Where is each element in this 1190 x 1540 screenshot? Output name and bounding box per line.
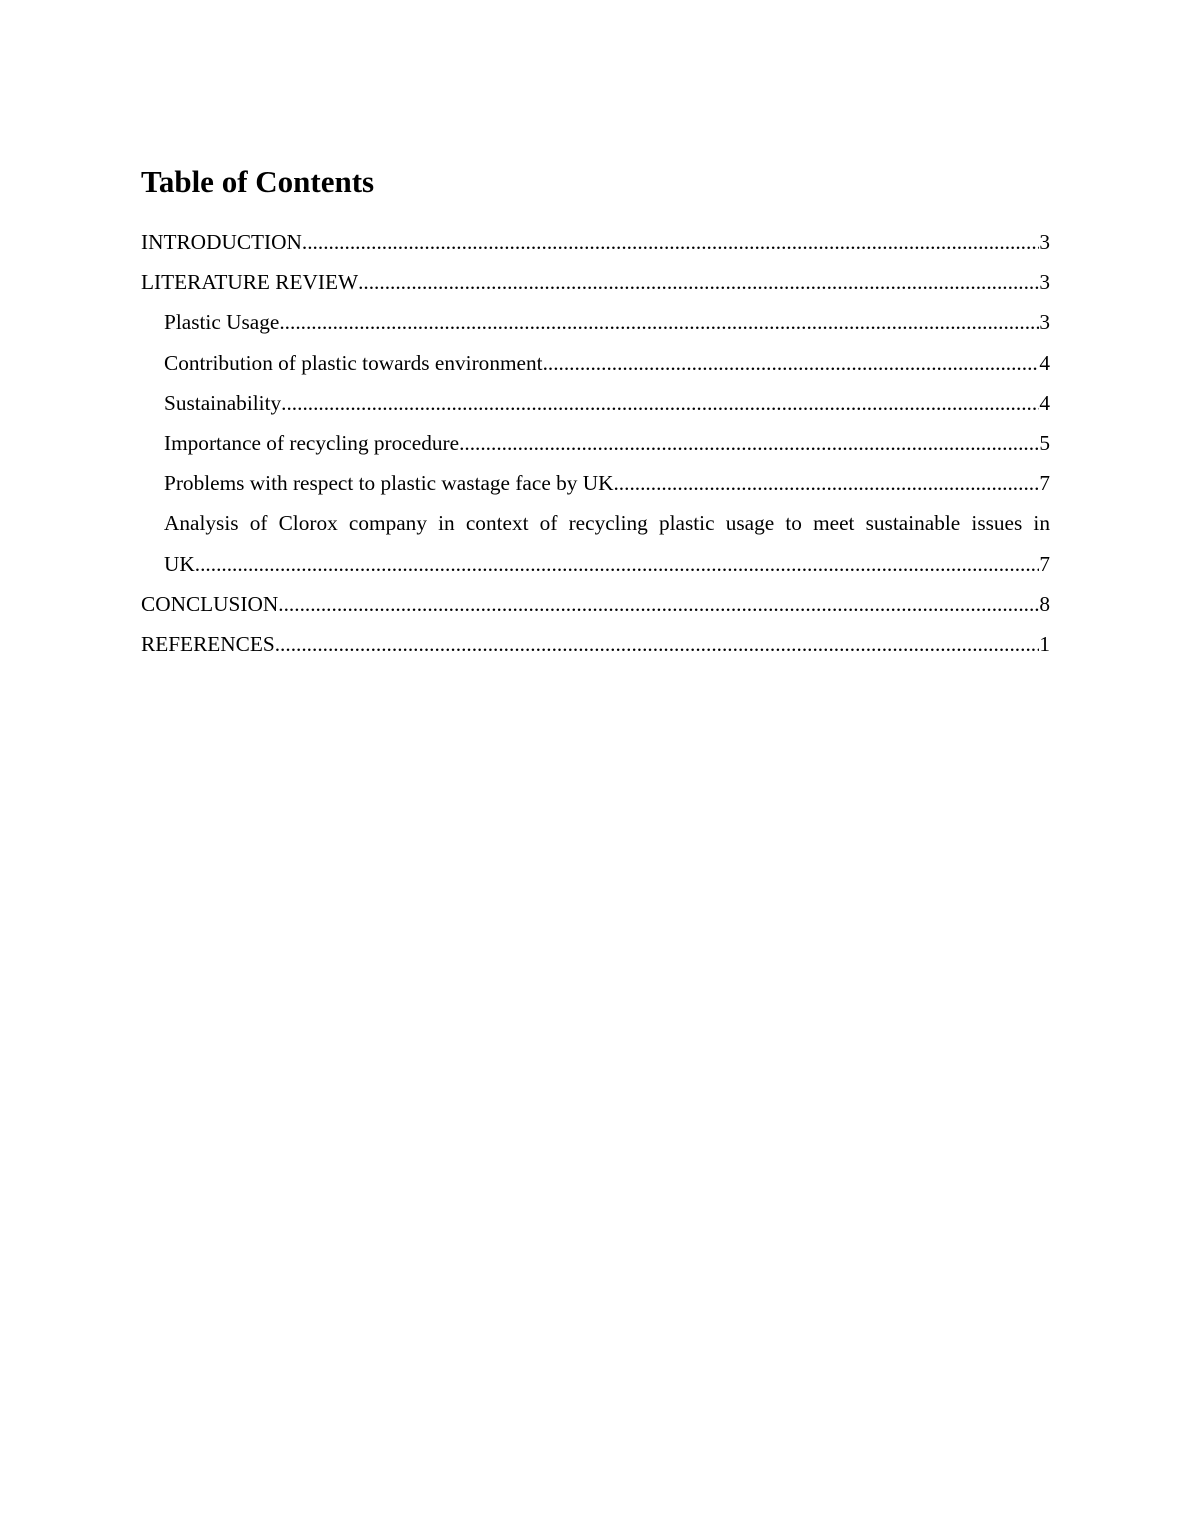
toc-entry-introduction[interactable] xyxy=(141,222,1050,262)
toc-dot-leader xyxy=(281,383,1039,423)
toc-page-number: 1 xyxy=(1039,632,1050,657)
toc-dot-leader xyxy=(278,584,1039,624)
toc-entry-label: Sustainability xyxy=(164,390,282,415)
toc-entry-label: Contribution of plastic towards environment xyxy=(164,350,543,375)
toc-entry-label: CONCLUSION xyxy=(141,591,279,616)
toc-page-number: 7 xyxy=(1039,551,1050,576)
toc-page-number: 3 xyxy=(1039,270,1050,295)
toc-dot-leader xyxy=(275,624,1040,664)
toc-dot-leader xyxy=(195,544,1040,584)
toc-entry-sustainability[interactable] xyxy=(141,383,1050,423)
toc-entry-label: LITERATURE REVIEW xyxy=(141,270,359,295)
toc-entry-label: REFERENCES xyxy=(141,632,275,657)
toc-dot-leader xyxy=(459,423,1039,463)
toc-page-number: 5 xyxy=(1039,431,1050,456)
toc-dot-leader xyxy=(302,222,1039,262)
toc-entry-contribution[interactable] xyxy=(141,343,1050,383)
toc-entry-plastic-usage[interactable] xyxy=(141,302,1050,342)
toc-page-number: 8 xyxy=(1039,591,1050,616)
toc-entry-conclusion[interactable] xyxy=(141,584,1050,624)
toc-dot-leader xyxy=(613,463,1039,503)
toc-entry-recycling-procedure[interactable] xyxy=(141,423,1050,463)
toc-page-number: 7 xyxy=(1039,471,1050,496)
toc-entry-label: Plastic Usage xyxy=(164,310,280,335)
document-page xyxy=(141,160,1050,664)
toc-dot-leader xyxy=(279,302,1039,342)
toc-entry-clorox-analysis[interactable] xyxy=(141,503,1050,583)
toc-page-number: 4 xyxy=(1039,350,1050,375)
toc-entry-label: Problems with respect to plastic wastage face by UK xyxy=(164,471,614,496)
toc-title: Table of Contents xyxy=(141,164,375,199)
toc-page-number: 4 xyxy=(1039,390,1050,415)
toc-page-number: 3 xyxy=(1039,230,1050,254)
toc-entry-label: INTRODUCTION xyxy=(141,230,302,254)
toc-entry-literature-review[interactable] xyxy=(141,262,1050,302)
toc-entry-plastic-wastage-problems[interactable] xyxy=(141,463,1050,503)
toc-page-number: 3 xyxy=(1039,310,1050,335)
toc-entry-label: Importance of recycling procedure xyxy=(164,431,460,456)
toc-list xyxy=(141,222,1050,664)
toc-entry-label-line1: Analysis of Clorox company in context of recycling plastic usage to meet sustainable issues in xyxy=(164,511,1050,536)
toc-dot-leader xyxy=(358,262,1039,302)
toc-entry-references[interactable] xyxy=(141,624,1050,664)
toc-entry-label-line2: UK xyxy=(164,551,195,576)
toc-dot-leader xyxy=(543,343,1040,383)
